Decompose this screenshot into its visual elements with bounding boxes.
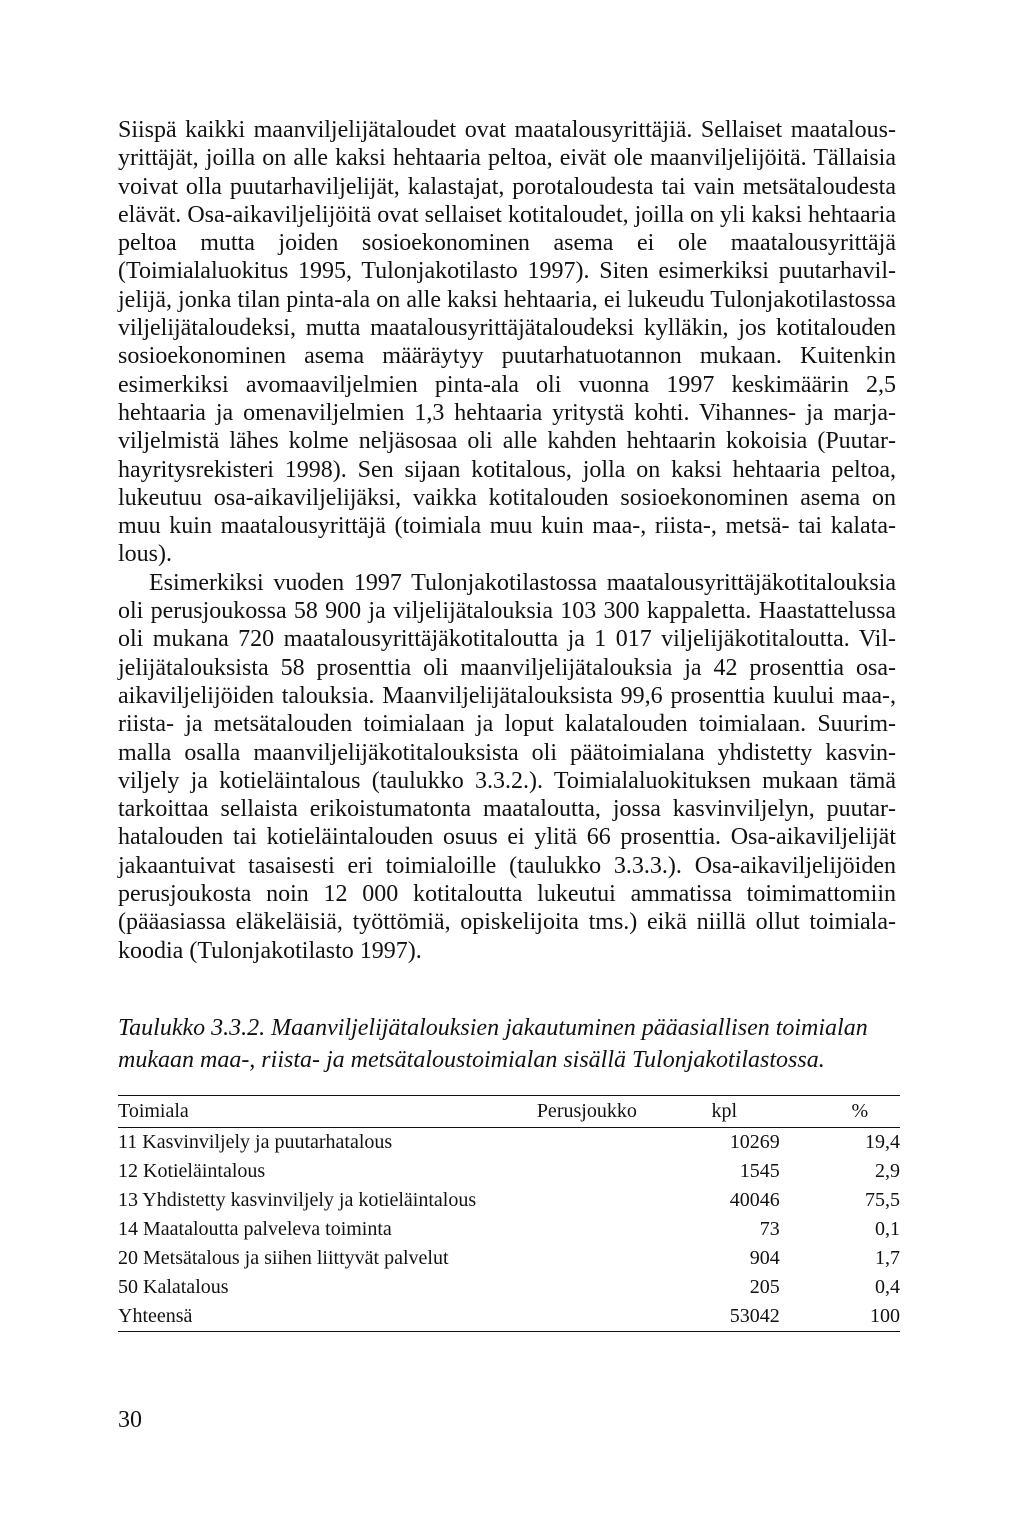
cell-percent: 100 xyxy=(780,1302,900,1332)
page-number: 30 xyxy=(118,1407,142,1433)
cell-percent: 0,4 xyxy=(875,1276,900,1298)
cell-kpl: 40046 xyxy=(729,1189,780,1211)
cell-toimiala: 20 Metsätalous ja siihen liittyvät palvelut xyxy=(118,1247,449,1269)
cell-perusjoukko xyxy=(537,1128,669,1158)
table-row xyxy=(118,1215,900,1244)
cell-perusjoukko xyxy=(537,1244,669,1273)
data-table xyxy=(118,1095,900,1332)
cell-kpl: 53042 xyxy=(669,1302,780,1332)
cell-toimiala: 11 Kasvinviljely ja puutarhatalous xyxy=(118,1131,393,1153)
cell-toimiala: 12 Kotieläintalous xyxy=(118,1160,266,1182)
cell-perusjoukko xyxy=(537,1215,669,1244)
column-header-toimiala: Toimiala xyxy=(118,1096,537,1128)
cell-kpl: 73 xyxy=(759,1218,780,1240)
table-row xyxy=(118,1273,900,1302)
column-header-percent: % xyxy=(780,1096,900,1128)
table-row xyxy=(118,1186,900,1215)
cell-percent: 1,7 xyxy=(875,1247,900,1269)
table-row xyxy=(118,1244,900,1273)
column-header-perusjoukko: Perusjoukko xyxy=(537,1096,669,1128)
cell-percent: 19,4 xyxy=(865,1131,900,1153)
cell-toimiala: 50 Kalatalous xyxy=(118,1276,229,1298)
cell-toimiala: 13 Yhdistetty kasvinviljely ja kotieläintalous xyxy=(118,1189,477,1211)
cell-kpl: 1545 xyxy=(739,1160,780,1182)
body-text xyxy=(118,116,896,965)
cell-kpl: 904 xyxy=(749,1247,780,1269)
cell-kpl: 205 xyxy=(749,1276,780,1298)
table-caption: Taulukko 3.3.2. Maanviljelijätalouksien jakautuminen pääasiallisen toimialan mukaan maa-, riista- ja metsätaloustoimialan sisällä Tulonjakotilastossa. xyxy=(118,1015,868,1073)
table-header-row xyxy=(118,1096,900,1128)
cell-perusjoukko xyxy=(537,1157,669,1186)
cell-toimiala: 14 Maataloutta palveleva toiminta xyxy=(118,1218,392,1240)
cell-toimiala: Yhteensä xyxy=(118,1302,537,1332)
cell-perusjoukko xyxy=(537,1302,669,1332)
cell-perusjoukko xyxy=(537,1186,669,1215)
paragraph: Siispä kaikki maanviljelijätaloudet ovat maatalousyrittäjiä. Sellaiset maatalousyrittäjät, joilla on alle kaksi hehtaaria peltoa, eivät ole maanviljelijöitä. Tällaisia voivat olla puutarhaviljelijät, kalastajat, porotaloudesta tai vain metsätaloudesta elävät. Osa-aikaviljelijöitä ovat sellaiset kotitaloudet, joilla on yli kaksi hehtaaria peltoa mutta joiden sosioekonominen asema ei ole maatalousyrittäjä (Toimialaluokitus 1995, Tulonjakotilasto 1997). Siten esimerkiksi puutarhaviljelijä, jonka tilan pinta-ala on alle kaksi hehtaaria, ei lukeudu Tulonjakotilastossa viljelijätaloudeksi, mutta maatalousyrittäjätaloudeksi kylläkin, jos kotitalouden sosioekonominen asema määräytyy puutarhatuotannon mukaan. Kuitenkin esimerkiksi avomaaviljelmien pinta-ala oli vuonna 1997 keskimäärin 2,5 hehtaaria ja omenaviljelmien 1,3 hehtaaria yritystä kohti. Vihannes- ja marjaviljelmistä lähes kolme neljäsosaa oli alle kahden hehtaarin kokoisia (Puutarhayritysrekisteri 1998). Sen sijaan kotitalous, jolla on kaksi hehtaaria peltoa, lukeutuu osa-aikaviljelijäksi, vaikka kotitalouden sosioekonominen asema on muu kuin maatalousyrittäjä (toimiala muu kuin maa-, riista-, metsä- tai kalatalous). xyxy=(118,117,896,568)
column-header-kpl: kpl xyxy=(669,1096,780,1128)
table-row-total xyxy=(118,1302,900,1332)
paragraph: Esimerkiksi vuoden 1997 Tulonjakotilastossa maatalousyrittäjäkotitalouksia oli perusjoukossa 58 900 ja viljelijätalouksia 103 300 kappaletta. Haastattelussa oli mukana 720 maatalousyrittäjäkotitaloutta ja 1 017 viljelijäkotitaloutta. Viljelijätalouksista 58 prosenttia oli maanviljelijätalouksia ja 42 prosenttia osaaikaviljelijöiden talouksia. Maanviljelijätalouksista 99,6 prosenttia kuului maa-, riista- ja metsätalouden toimialaan ja loput kalatalouden toimialaan. Suurimmalla osalla maanviljelijäkotitalouksista oli päätoimialana yhdistetty kasvinviljely ja kotieläintalous (taulukko 3.3.2.). Toimialaluokituksen mukaan tämä tarkoittaa sellaista erikoistumatonta maataloutta, jossa kasvinviljelyn, puutarhatalouden tai kotieläintalouden osuus ei ylitä 66 prosenttia. Osa-aikaviljelijät jakaantuivat tasaisesti eri toimialoille (taulukko 3.3.3.). Osa-aikaviljelijöiden perusjoukosta noin 12 000 kotitaloutta lukeutui ammatissa toimimattomiin (pääasiassa eläkeläisiä, työttömiä, opiskelijoita tms.) eikä niillä ollut toimialakoodia (Tulonjakotilasto 1997). xyxy=(118,569,896,964)
cell-percent: 0,1 xyxy=(875,1218,900,1240)
cell-kpl: 10269 xyxy=(729,1131,780,1153)
cell-percent: 75,5 xyxy=(865,1189,900,1211)
table-row xyxy=(118,1157,900,1186)
table-row xyxy=(118,1128,900,1158)
cell-perusjoukko xyxy=(537,1273,669,1302)
cell-percent: 2,9 xyxy=(875,1160,900,1182)
